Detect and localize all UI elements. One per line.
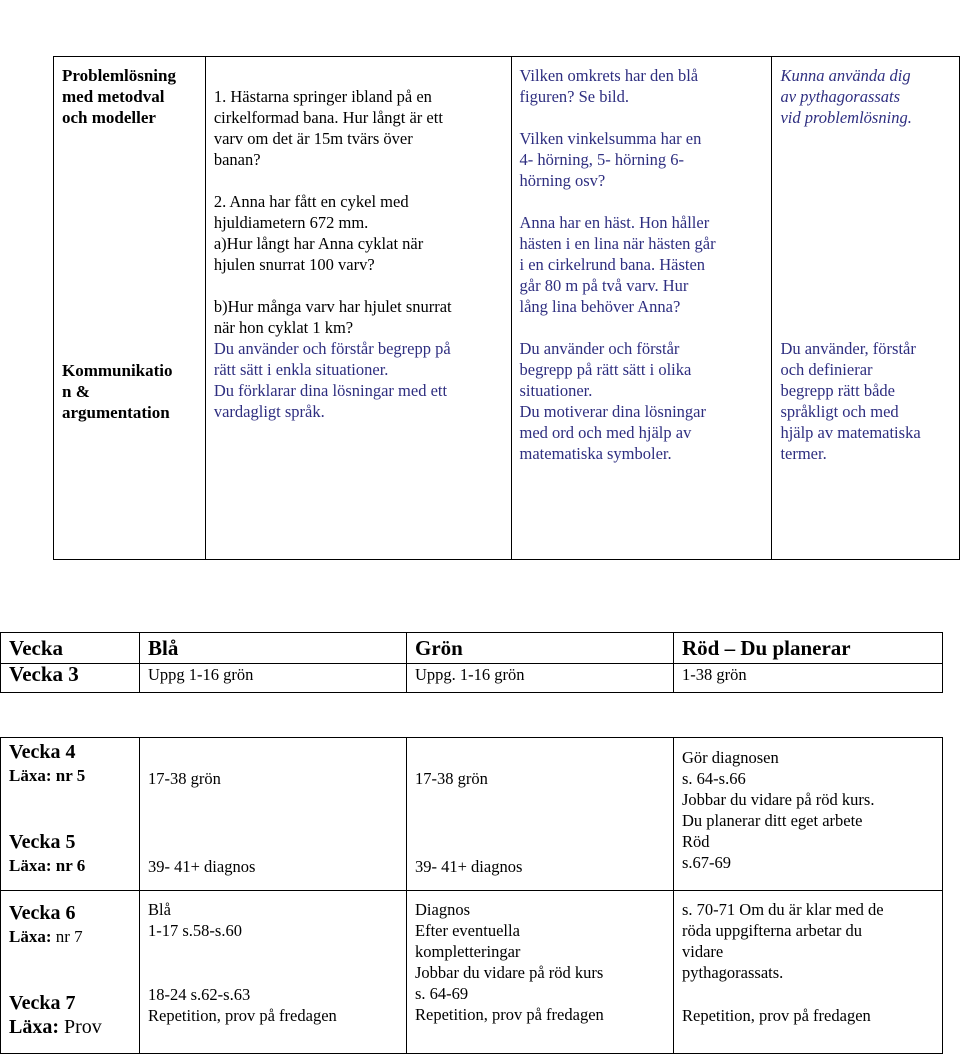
week-5-label: Vecka 5 <box>9 831 76 853</box>
ability-problemsolving: Problemlösning med metodval och modeller <box>62 66 176 127</box>
criteria-row <box>54 57 960 560</box>
week-3-row <box>1 664 943 693</box>
week-7-label: Vecka 7 <box>9 992 76 1014</box>
week-3-label: Vecka 3 <box>1 664 140 693</box>
week-3-gron: Uppg. 1-16 grön <box>407 664 674 693</box>
week-6-bla: Blå 1-17 s.58-s.60 <box>148 900 242 940</box>
header-row <box>1 633 943 664</box>
grade-a-cell <box>772 57 960 560</box>
criteria-c-communication: Du använder och förstår begrepp på rätt sätt i olika situationer. Du motiverar dina lösningar med ord och med hjälp av matematiska symboler. <box>519 339 706 463</box>
homework-7: Läxa: Prov <box>9 1016 102 1038</box>
task-angle-sum: Vilken vinkelsumma har en 4- hörning, 5- hörning 6- hörning osv? <box>519 129 702 190</box>
header-bla: Blå <box>140 633 407 664</box>
week-4-5-label-cell <box>1 738 140 891</box>
ability-communication: Kommunikatio n & argumentation <box>62 361 173 422</box>
week-4-bla: 17-38 grön <box>148 769 221 788</box>
week-4-5-rod: Gör diagnosen s. 64-s.66 Jobbar du vidare på röd kurs. Du planerar ditt eget arbete Röd s.67-69 <box>682 748 875 872</box>
header-week: Vecka <box>1 633 140 664</box>
week-6-7-gron-cell <box>407 891 674 1054</box>
week-6-7-label-cell <box>1 891 140 1054</box>
week-7-bla: 18-24 s.62-s.63 Repetition, prov på fredagen <box>148 985 337 1025</box>
task-1: 1. Hästarna springer ibland på en cirkelformad bana. Hur långt är ett varv om det är 15m tvärs över banan? <box>213 87 443 169</box>
task-2: 2. Anna har fått en cykel med hjuldiametern 672 mm. a)Hur långt har Anna cyklat när hjulen snurrat 100 varv? <box>213 192 424 274</box>
ability-label-cell <box>54 57 206 560</box>
week-6-7-bla-cell <box>140 891 407 1054</box>
task-horse: Anna har en häst. Hon håller hästen i en lina när hästen går i en cirkelrund bana. Hästen går 80 m på två varv. Hur lång lina behöver Anna? <box>519 213 716 316</box>
task-circumference: Vilken omkrets har den blå figuren? Se bild. <box>519 66 699 106</box>
week-6-rod: s. 70-71 Om du är klar med de röda uppgifterna arbetar du vidare pythagorassats. <box>682 900 884 982</box>
homework-6: Läxa: nr 7 <box>9 927 83 946</box>
grade-c-cell <box>511 57 772 560</box>
week-4-label: Vecka 4 <box>9 741 76 763</box>
week-4-5-row <box>1 738 943 891</box>
grade-e-cell <box>205 57 511 560</box>
week-4-5-bla-cell <box>140 738 407 891</box>
criteria-a-problemsolving: Kunna använda dig av pythagorassats vid problemlösning. <box>780 66 912 127</box>
week-7-gron: s. 64-69 Repetition, prov på fredagen <box>415 984 604 1024</box>
homework-5: Läxa: nr 6 <box>9 856 86 875</box>
task-2b: b)Hur många varv har hjulet snurrat när hon cyklat 1 km? <box>213 297 452 337</box>
week-4-5-gron-cell <box>407 738 674 891</box>
week-4-gron: 17-38 grön <box>415 769 488 788</box>
homework-4: Läxa: nr 5 <box>9 766 86 785</box>
weekly-plan-table <box>0 632 943 1054</box>
week-3-rod: 1-38 grön <box>674 664 943 693</box>
week-6-7-rod-cell <box>674 891 943 1054</box>
criteria-e-communication: Du använder och förstår begrepp på rätt sätt i enkla situationer. Du förklarar dina lösningar med ett vardagligt språk. <box>213 339 451 421</box>
week-4-5-rod-cell <box>674 738 943 891</box>
spacer-row <box>1 693 943 738</box>
week-5-bla: 39- 41+ diagnos <box>148 857 256 876</box>
week-7-rod: Repetition, prov på fredagen <box>682 1006 871 1025</box>
week-6-7-row <box>1 891 943 1054</box>
week-3-bla: Uppg 1-16 grön <box>140 664 407 693</box>
header-rod: Röd – Du planerar <box>674 633 943 664</box>
week-6-label: Vecka 6 <box>9 902 76 924</box>
week-5-gron: 39- 41+ diagnos <box>415 857 523 876</box>
criteria-table <box>53 56 960 560</box>
header-gron: Grön <box>407 633 674 664</box>
week-6-gron: Diagnos Efter eventuella kompletteringar Jobbar du vidare på röd kurs <box>415 900 604 982</box>
criteria-a-communication: Du använder, förstår och definierar begrepp rätt både språkligt och med hjälp av matematiska termer. <box>780 339 921 463</box>
